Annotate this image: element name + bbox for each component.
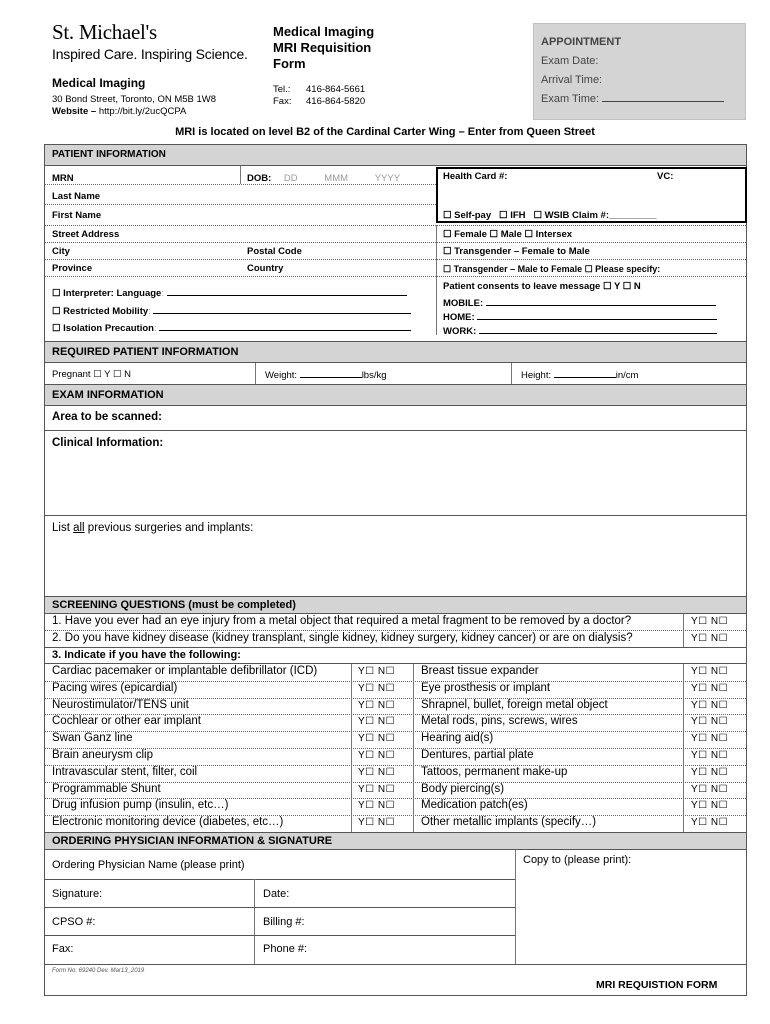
item-yes-no[interactable]: Y☐ N☐ — [691, 716, 729, 728]
item-yes-no[interactable]: Y☐ N☐ — [691, 733, 729, 745]
dob-year: YYYY — [374, 173, 401, 184]
item-yes-no[interactable]: Y☐ N☐ — [358, 750, 396, 761]
province-field[interactable]: Province — [52, 263, 93, 274]
gender-options[interactable]: ☐ Female ☐ Male ☐ Intersex — [443, 229, 573, 240]
city-field[interactable]: City — [52, 246, 70, 257]
item-yes-no[interactable]: Y☐ N☐ — [691, 750, 729, 761]
address: 30 Bond Street, Toronto, ON M5B 1W8 — [52, 94, 217, 105]
interpreter-field[interactable]: ☐ Interpreter: Language: — [52, 287, 407, 299]
title-line: MRI Requisition — [273, 40, 372, 55]
mobile-field[interactable]: MOBILE: — [443, 297, 716, 309]
screening-item: Electronic monitoring device (diabetes, etc…) — [52, 816, 284, 829]
screening-item: Dentures, partial plate — [421, 749, 534, 761]
physician-phone-field[interactable]: Phone #: — [263, 943, 308, 955]
physician-name-field[interactable]: Ordering Physician Name (please print) — [52, 859, 245, 871]
item-yes-no[interactable]: Y☐ N☐ — [358, 783, 396, 795]
cpso-field[interactable]: CPSO #: — [52, 916, 96, 928]
screening-item: Programmable Shunt — [52, 782, 161, 795]
screening-item: Neurostimulator/TENS unit — [52, 698, 189, 711]
transgender-mtf-checkbox[interactable]: ☐ Transgender – Male to Female ☐ Please specify: — [443, 264, 661, 274]
signature-field[interactable]: Signature: — [52, 888, 103, 900]
mrn-field[interactable]: MRN — [52, 173, 74, 184]
date-field[interactable]: Date: — [263, 888, 290, 900]
exam-time-label: Exam Time: — [541, 93, 600, 105]
item-yes-no[interactable]: Y☐ N☐ — [358, 666, 396, 677]
title-line: Form — [273, 56, 306, 71]
footer-title: MRI REQUISTION FORM — [596, 979, 718, 991]
appointment-box — [533, 23, 746, 120]
item-yes-no[interactable]: Y☐ N☐ — [358, 699, 396, 711]
work-field[interactable]: WORK: — [443, 325, 717, 337]
item-yes-no[interactable]: Y☐ N☐ — [358, 682, 396, 694]
screening-item: Tattoos, permanent make-up — [421, 765, 568, 778]
item-yes-no[interactable]: Y☐ N☐ — [358, 716, 396, 728]
location-note: MRI is located on level B2 of the Cardinal Carter Wing – Enter from Queen Street — [175, 126, 595, 138]
item-yes-no[interactable]: Y☐ N☐ — [691, 699, 729, 711]
item-yes-no[interactable]: Y☐ N☐ — [691, 666, 729, 677]
screening-item: Other metallic implants (specify…) — [421, 816, 597, 829]
physician-fax-field[interactable]: Fax: — [52, 943, 74, 955]
screening-item: Cochlear or other ear implant — [52, 715, 201, 728]
health-card-field[interactable]: Health Card #: — [443, 171, 508, 182]
screening-item: Swan Ganz line — [52, 732, 133, 745]
last-name-field[interactable]: Last Name — [52, 191, 101, 202]
fax-number: 416-864-5820 — [306, 96, 366, 107]
restricted-mobility-field[interactable]: ☐ Restricted Mobility: — [52, 305, 411, 317]
contact-info — [273, 84, 365, 108]
exam-date-field[interactable]: Exam Date: — [541, 55, 599, 67]
screening-item: Drug infusion pump (insulin, etc…) — [52, 799, 229, 812]
postal-code-field[interactable]: Postal Code — [247, 246, 302, 257]
wsib-checkbox[interactable]: ☐ WSIB Claim #:_________ — [533, 210, 657, 221]
item-yes-no[interactable]: Y☐ N☐ — [358, 800, 396, 812]
physician-header: ORDERING PHYSICIAN INFORMATION & SIGNATURE — [45, 833, 746, 849]
dob-label: DOB: — [247, 173, 272, 184]
dob-field[interactable] — [247, 173, 400, 184]
website-label: Website – — [52, 106, 97, 117]
screening-item: Metal rods, pins, screws, wires — [421, 715, 578, 728]
screening-item: Shrapnel, bullet, foreign metal object — [421, 698, 608, 711]
ifh-checkbox[interactable]: ☐ IFH — [499, 210, 526, 221]
screening-item: Medication patch(es) — [421, 799, 528, 812]
exam-time-line — [602, 93, 724, 102]
street-address-field[interactable]: Street Address — [52, 229, 120, 240]
pregnant-options[interactable]: Pregnant ☐ Y ☐ N — [52, 369, 132, 380]
form-title — [273, 24, 453, 72]
country-field[interactable]: Country — [247, 263, 284, 274]
screening-item: Intravascular stent, filter, coil — [52, 765, 198, 778]
arrival-time-field[interactable]: Arrival Time: — [541, 74, 603, 86]
screening-item: Brain aneurysm clip — [52, 749, 153, 761]
home-field[interactable]: HOME: — [443, 311, 717, 323]
exam-info-header: EXAM INFORMATION — [45, 385, 746, 405]
fax-label: Fax: — [273, 96, 292, 107]
required-info-header: REQUIRED PATIENT INFORMATION — [45, 342, 746, 362]
item-yes-no[interactable]: Y☐ N☐ — [358, 766, 396, 778]
area-scanned-field[interactable]: Area to be scanned: — [52, 411, 162, 423]
surgeries-field[interactable]: List all previous surgeries and implants: — [52, 522, 254, 534]
weight-field[interactable]: Weight: lbs/kg — [265, 370, 387, 381]
item-yes-no[interactable]: Y☐ N☐ — [358, 733, 396, 745]
website — [52, 106, 186, 117]
website-link[interactable]: http://bit.ly/2ucQCPA — [98, 106, 187, 117]
appointment-title: APPOINTMENT — [541, 36, 622, 48]
screening-q3: 3. Indicate if you have the following: — [52, 649, 241, 661]
screening-item: Body piercing(s) — [421, 782, 505, 795]
exam-time-field[interactable] — [541, 93, 745, 105]
screening-q2: 2. Do you have kidney disease (kidney transplant, single kidney, kidney surgery, kidney cancer) or are on dialysis? — [52, 632, 633, 644]
logo-tagline: Inspired Care. Inspiring Science. — [52, 46, 248, 62]
screening-item: Hearing aid(s) — [421, 732, 494, 745]
dob-day: DD — [283, 173, 298, 184]
form-number: Form No. 69240 Dev. Mar13_2019 — [52, 968, 145, 974]
tel-label: Tel.: — [273, 84, 291, 95]
q2-yes-no[interactable]: Y☐ N☐ — [691, 633, 729, 644]
billing-field[interactable]: Billing #: — [263, 916, 305, 928]
screening-item: Breast tissue expander — [421, 665, 539, 677]
consent-message[interactable]: Patient consents to leave message ☐ Y ☐ N — [443, 281, 641, 292]
screening-item: Eye prosthesis or implant — [421, 681, 551, 694]
dob-month: MMM — [324, 173, 349, 184]
transgender-ftm-checkbox[interactable]: ☐ Transgender – Female to Male — [443, 246, 590, 257]
vc-field[interactable]: VC: — [657, 171, 674, 182]
item-yes-no[interactable]: Y☐ N☐ — [691, 800, 729, 812]
patient-info-header: PATIENT INFORMATION — [45, 145, 746, 165]
department-name: Medical Imaging — [52, 76, 146, 90]
screening-item: Pacing wires (epicardial) — [52, 681, 178, 694]
item-yes-no[interactable]: Y☐ N☐ — [691, 682, 729, 694]
requisition-form — [44, 144, 747, 996]
isolation-field[interactable]: ☐ Isolation Precaution: — [52, 322, 411, 334]
item-yes-no[interactable]: Y☐ N☐ — [691, 817, 729, 829]
title-line: Medical Imaging — [273, 24, 375, 39]
tel-number: 416-864-5661 — [306, 84, 366, 95]
self-pay-checkbox[interactable]: ☐ Self-pay — [443, 210, 492, 221]
screening-q1: 1. Have you ever had an eye injury from a metal object that required a metal fragment to be removed by a doctor? — [52, 615, 632, 627]
first-name-field[interactable]: First Name — [52, 210, 102, 221]
clinical-info-field[interactable]: Clinical Information: — [52, 437, 164, 449]
logo-wordmark: St. Michael's — [52, 20, 157, 44]
q1-yes-no[interactable]: Y☐ N☐ — [691, 616, 729, 627]
height-field[interactable]: Height: in/cm — [521, 370, 639, 381]
payment-options[interactable] — [443, 210, 657, 221]
item-yes-no[interactable]: Y☐ N☐ — [691, 766, 729, 778]
screening-item: Cardiac pacemaker or implantable defibrillator (ICD) — [52, 665, 318, 677]
item-yes-no[interactable]: Y☐ N☐ — [358, 817, 396, 829]
item-yes-no[interactable]: Y☐ N☐ — [691, 783, 729, 795]
screening-header: SCREENING QUESTIONS (must be completed) — [45, 597, 746, 613]
copy-to-field[interactable]: Copy to (please print): — [523, 854, 632, 866]
